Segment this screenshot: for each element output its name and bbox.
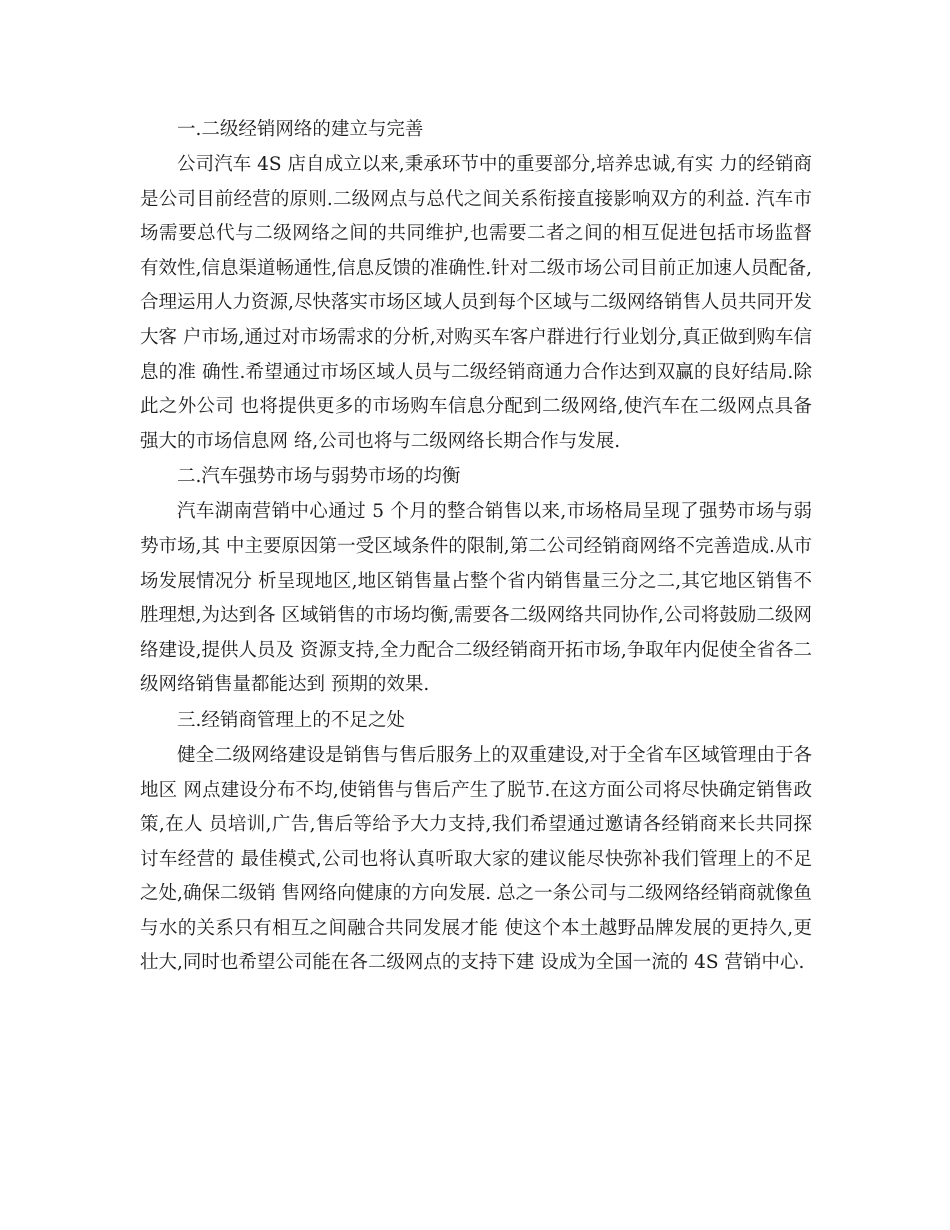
section-heading-2: 二.汽车强势市场与弱势市场的均衡 (177, 466, 461, 488)
section-paragraph-2: 汽车湖南营销中心通过 5 个月的整合销售以来,市场格局呈现了强势市场与弱势市场,其 中主要原因第一受区域条件的限制,第二公司经销商网络不完善造成.从市场发展情况分 析呈现地区,地区销售量占整个省内销售量三分之二,其它地区销售不胜理想,为达到各 区域销售的市场均衡,需要各二级网络共同协作,公司将鼓励二级网络建设,提供人员及 资源支持,全力配合二级经销商开拓市场,争取年内促使全省各二级网络销售量都能达到 预期的效果. (140, 501, 812, 696)
section-1 (140, 112, 818, 459)
section-2 (140, 459, 812, 703)
section-heading-1: 一.二级经销网络的建立与完善 (177, 119, 424, 140)
section-paragraph-3: 健全二级网络建设是销售与售后服务上的双重建设,对于全省车区域管理由于各地区 网点建设分布不均,使销售与售后产生了脱节.在这方面公司将尽快确定销售政策,在人 员培训,广告,售后等给予大力支持,我们希望通过邀请各经销商来长共同探讨车经营的 最佳模式,公司也将认真听取大家的建议能尽快弥补我们管理上的不足之处,确保二级销 售网络向健康的方向发展. 总之一条公司与二级网络经销商就像鱼与水的关系只有相互之间融合共同发展才能 使这个本土越野品牌发展的更持久,更壮大,同时也希望公司能在各二级网点的支持下建 设成为全国一流的 4S 营销中心. (140, 744, 812, 974)
section-3 (140, 703, 812, 981)
section-heading-3: 三.经销商管理上的不足之处 (177, 709, 405, 731)
document-page (140, 112, 818, 981)
section-paragraph-1: 公司汽车 4S 店自成立以来,秉承环节中的重要部分,培养忠诚,有实 力的经销商是公司目前经营的原则.二级网点与总代之间关系衔接直接影响双方的利益. 汽车市场需要总代与二级网络之间的共同维护,也需要二者之间的相互促进包括市场监督 有效性,信息渠道畅通性,信息反馈的准确性.针对二级市场公司目前正加速人员配备, 合理运用人力资源,尽快落实市场区域人员到每个区域与二级网络销售人员共同开发大客 户市场,通过对市场需求的分析,对购买车客户群进行行业划分,真正做到购车信息的准 确性.希望通过市场区域人员与二级经销商通力合作达到双赢的良好结局.除此之外公司 也将提供更多的市场购车信息分配到二级网络,使汽车在二级网点具备强大的市场信息网 络,公司也将与二级网络长期合作与发展. (140, 154, 818, 452)
